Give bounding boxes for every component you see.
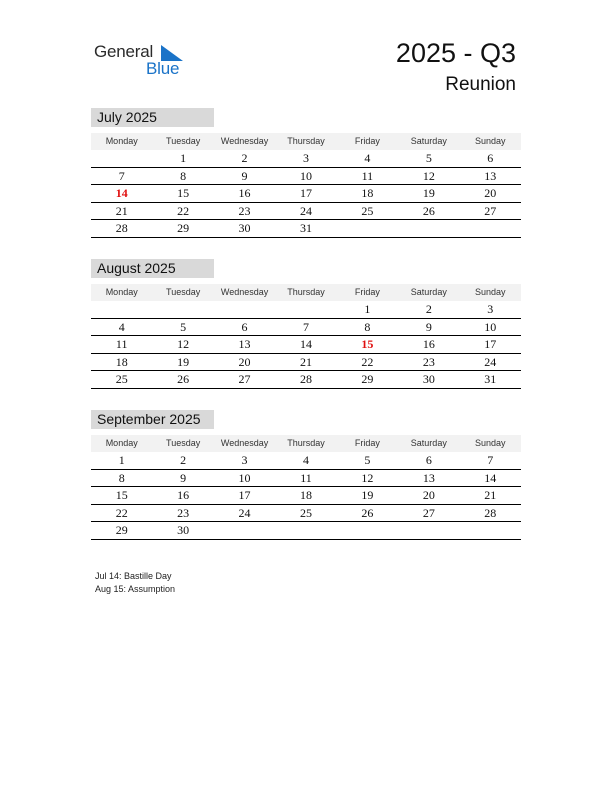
day-cell: 25 [115,372,128,386]
day-cell [275,522,336,539]
weekday-label: Monday [105,136,138,146]
day-cell: 15 [177,186,190,200]
week-row [91,168,521,186]
day-cell: 18 [299,488,312,502]
day-cell: 27 [422,505,435,520]
day-cell: 9 [241,168,248,183]
day-cell: 25 [361,203,374,218]
day-cell: 14 [299,337,312,351]
day-cell: 20 [484,186,497,200]
day-cell: 23 [238,203,251,218]
day-cell: 30 [238,221,251,235]
weekday-label: Saturday [410,438,447,448]
day-cell [398,522,459,539]
holiday-note: Jul 14: Bastille Day [95,571,172,581]
day-cell: 13 [484,168,497,183]
day-cell: 30 [177,523,190,537]
day-cell [91,150,152,167]
day-cell: 24 [238,505,251,520]
day-cell: 10 [238,470,251,485]
day-cell: 22 [115,505,128,520]
day-cell [275,301,336,318]
week-row [91,336,521,354]
day-cell: 11 [361,168,374,183]
week-row [91,220,521,238]
day-cell: 11 [300,470,312,485]
weekday-label: Monday [105,438,138,448]
day-cell: 12 [422,168,435,183]
day-cell: 16 [238,186,251,200]
holiday-day-cell: 14 [115,186,128,200]
page-title: 2025 - Q3 [395,38,516,68]
day-cell: 7 [487,453,494,467]
day-cell: 22 [177,203,190,218]
logo-text-general: General [94,42,154,61]
day-cell: 5 [364,453,371,467]
day-cell: 21 [115,203,128,218]
day-cell: 13 [422,470,435,485]
weekday-label: Wednesday [220,136,269,146]
week-row [91,319,521,337]
day-cell: 28 [115,221,128,235]
day-cell: 20 [238,354,251,369]
week-row [91,301,521,319]
day-cell: 7 [302,319,309,334]
day-cell: 7 [118,168,125,183]
month-july [91,108,521,238]
day-cell [398,220,459,237]
day-cell: 31 [484,372,497,386]
day-cell: 15 [115,488,128,502]
logo-text-blue: Blue [146,59,180,78]
weekday-label: Tuesday [166,287,201,297]
month-august [91,259,521,389]
week-row [91,203,521,221]
day-cell: 25 [299,505,312,520]
week-row [91,371,521,389]
logo [94,42,194,82]
day-cell: 8 [180,168,187,183]
day-cell: 4 [302,453,309,467]
weekday-label: Friday [354,136,380,146]
week-row [91,505,521,523]
weekday-label: Saturday [410,287,447,297]
region-name: Reunion [445,74,516,95]
day-cell: 19 [422,186,435,200]
day-cell: 10 [299,168,312,183]
day-cell: 3 [302,151,309,165]
day-cell: 16 [422,337,435,351]
month-title: September 2025 [91,410,214,429]
day-cell: 19 [361,488,374,502]
day-cell: 28 [299,372,312,386]
day-cell: 27 [238,372,251,386]
day-cell: 26 [361,505,374,520]
day-cell: 28 [484,505,497,520]
day-cell: 11 [115,337,128,351]
week-row [91,470,521,488]
day-cell: 6 [425,453,432,467]
week-row [91,354,521,372]
weekday-label: Sunday [474,287,506,297]
weekday-label: Thursday [287,438,325,448]
day-cell: 31 [299,221,312,235]
day-cell: 9 [180,470,187,485]
day-cell: 23 [177,505,190,520]
day-cell: 2 [241,151,248,165]
day-cell: 5 [180,319,187,334]
day-cell: 3 [241,453,248,467]
holiday-notes [95,570,175,596]
weekday-label: Thursday [287,287,325,297]
weekday-label: Sunday [474,438,506,448]
day-cell: 29 [177,221,190,235]
day-cell: 2 [425,302,432,316]
weekday-label: Tuesday [166,136,201,146]
weekday-label: Sunday [474,136,506,146]
day-cell: 10 [484,319,497,334]
weekday-label: Thursday [287,136,325,146]
day-cell: 12 [361,470,374,485]
day-cell: 24 [299,203,312,218]
weekday-header-row [91,133,521,150]
day-cell: 19 [177,354,190,369]
weekday-label: Wednesday [220,287,269,297]
day-cell [337,522,398,539]
day-cell: 22 [361,354,374,369]
day-cell: 23 [422,354,435,369]
weekday-label: Tuesday [166,438,201,448]
week-row [91,487,521,505]
day-cell: 26 [422,203,435,218]
day-cell [337,220,398,237]
day-cell: 18 [115,354,128,369]
week-row [91,185,521,203]
week-row [91,452,521,470]
day-cell [460,220,521,237]
holiday-note: Aug 15: Assumption [95,584,176,594]
day-cell: 17 [484,337,497,351]
day-cell: 6 [487,151,494,165]
day-cell: 29 [115,523,128,537]
day-cell [214,522,275,539]
day-cell: 4 [364,151,371,165]
day-cell: 18 [361,186,374,200]
day-cell: 29 [361,372,374,386]
day-cell: 21 [299,354,312,369]
month-september [91,410,521,540]
day-cell [214,301,275,318]
day-cell: 20 [422,488,435,502]
day-cell: 17 [299,186,312,200]
day-cell: 21 [484,488,497,502]
weekday-label: Saturday [410,136,447,146]
weekday-label: Wednesday [220,438,269,448]
day-cell: 30 [422,372,435,386]
day-cell [91,301,152,318]
day-cell: 24 [484,354,497,369]
weekday-label: Monday [105,287,138,297]
day-cell: 26 [177,372,190,386]
day-cell: 4 [118,319,125,334]
day-cell: 1 [180,151,187,165]
week-row [91,150,521,168]
holiday-day-cell: 15 [361,337,374,351]
month-title: July 2025 [91,108,214,127]
week-row [91,522,521,540]
day-cell [460,522,521,539]
day-cell: 8 [118,470,125,485]
day-cell: 6 [241,319,248,334]
day-cell: 9 [425,319,432,334]
weekday-label: Friday [354,287,380,297]
day-cell: 27 [484,203,497,218]
day-cell: 12 [177,337,190,351]
day-cell: 16 [177,488,190,502]
day-cell: 3 [487,302,494,316]
weekday-header-row [91,435,521,452]
weekday-header-row [91,284,521,301]
day-cell [152,301,213,318]
day-cell: 1 [118,453,125,467]
day-cell: 5 [425,151,432,165]
day-cell: 17 [238,488,251,502]
day-cell: 13 [238,337,251,351]
day-cell: 1 [364,302,371,316]
day-cell: 2 [180,453,187,467]
month-title: August 2025 [91,259,214,278]
day-cell: 14 [484,470,497,485]
day-cell: 8 [364,319,371,334]
weekday-label: Friday [354,438,380,448]
